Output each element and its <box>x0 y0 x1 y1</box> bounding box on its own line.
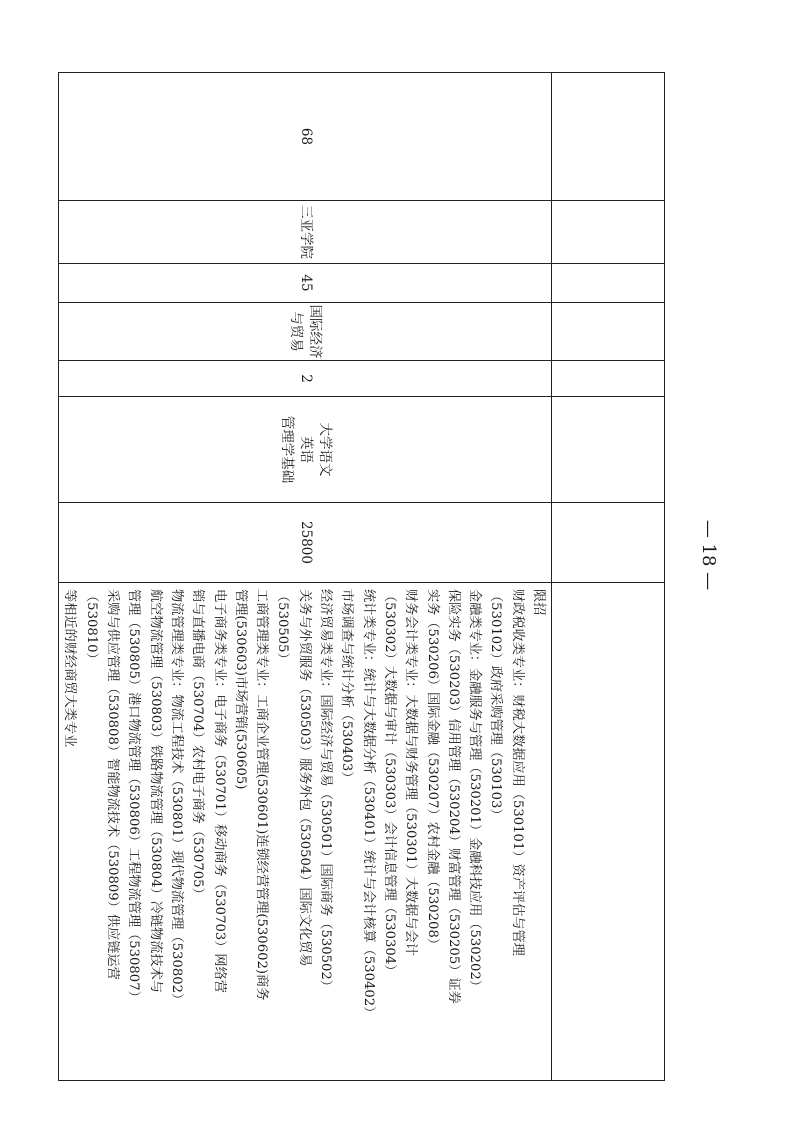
restricted-major-line: 统计类专业：统计与大数据分析（530401）统计与会计核算（530402） <box>360 589 376 1020</box>
exam-subject-2: 英语 <box>297 436 314 463</box>
top-cell <box>552 303 665 361</box>
restricted-major-line: 采购与供应管理（530808）智能物流技术（530809）供应链运营 <box>105 589 121 980</box>
restricted-major-line: 工商管理类专业：工商企业管理(530601)连锁经营管理(530602)商务 <box>254 589 270 1001</box>
plan-count: 45 <box>59 264 552 303</box>
restricted-major-line: 限招 <box>531 589 546 616</box>
restricted-major-line: 管理(530603)市场营销(530605) <box>232 589 248 790</box>
restricted-major-line: （530102）政府采购管理（530103） <box>488 589 504 822</box>
restricted-major-line: 财政税收类专业：财税大数据应用（530101）资产评估与管理 <box>509 589 525 956</box>
restricted-major-line: 物流管理类专业：物流工程技术（530801）现代物流管理（530802） <box>168 589 184 1007</box>
top-cell <box>552 503 665 583</box>
rotated-page-content <box>62 72 665 1080</box>
restricted-major-line: （530810） <box>83 589 99 666</box>
top-cell <box>552 201 665 264</box>
restricted-major-line: 电子商务类专业：电子商务（530701）移动商务（530703）网络营 <box>211 589 227 993</box>
restricted-major-line: （530302）大数据与审计（530303）会计信息管理（530304） <box>381 589 397 978</box>
study-years: 2 <box>59 361 552 397</box>
restricted-major-line: 金融类专业：金融服务与管理（530201）金融科技应用（530202） <box>467 589 483 993</box>
exam-subject-1: 大学语文 <box>316 422 333 477</box>
sequence-number: 68 <box>59 73 552 201</box>
exam-subjects-cell <box>59 397 552 503</box>
table-top-row <box>552 73 665 1081</box>
restricted-major-line: 保险实务（530203）信用管理（530204）财富管理（530205）证券 <box>445 589 461 1004</box>
college-name: 三亚学院 <box>59 201 552 264</box>
major-name: 国际经济与贸易 <box>59 303 552 361</box>
restricted-major-line: 管理（530805）港口物流管理（530806）工程物流管理（530807） <box>126 589 142 1004</box>
restricted-major-line: 实务（530206）国际金融（530207）农村金融（530208） <box>424 589 440 952</box>
restricted-major-line: 航空物流管理（530803）铁路物流管理（530804）冷链物流技术与 <box>147 589 163 993</box>
exam-subject-3: 管理学基础 <box>278 415 295 484</box>
major-code: 25800 <box>59 503 552 583</box>
restricted-majors-cell <box>59 583 552 1081</box>
table-row <box>59 73 552 1081</box>
top-cell <box>552 397 665 503</box>
top-cell <box>552 583 665 1081</box>
restricted-major-line: 关务与外贸服务（530503）服务外包（530504）国际文化贸易 <box>296 589 312 967</box>
page-number: — 18 — <box>698 519 719 591</box>
restricted-major-line: 销与直播电商（530704）农村电子商务（530705） <box>190 589 206 901</box>
restricted-major-line: 经济贸易类专业：国际经济与贸易（530501）国际商务（530502） <box>318 589 334 993</box>
admission-table <box>58 72 665 1081</box>
top-cell <box>552 264 665 303</box>
restricted-major-line: （530505） <box>275 589 291 666</box>
restricted-major-line: 市场调查与统计分析（530403） <box>339 589 355 785</box>
top-cell <box>552 361 665 397</box>
restricted-major-line: 财务会计类专业：大数据与财务管理（530301）大数据与会计 <box>403 589 419 956</box>
restricted-major-line: 等相近的财经商贸大类专业 <box>62 589 78 748</box>
top-cell <box>552 73 665 201</box>
